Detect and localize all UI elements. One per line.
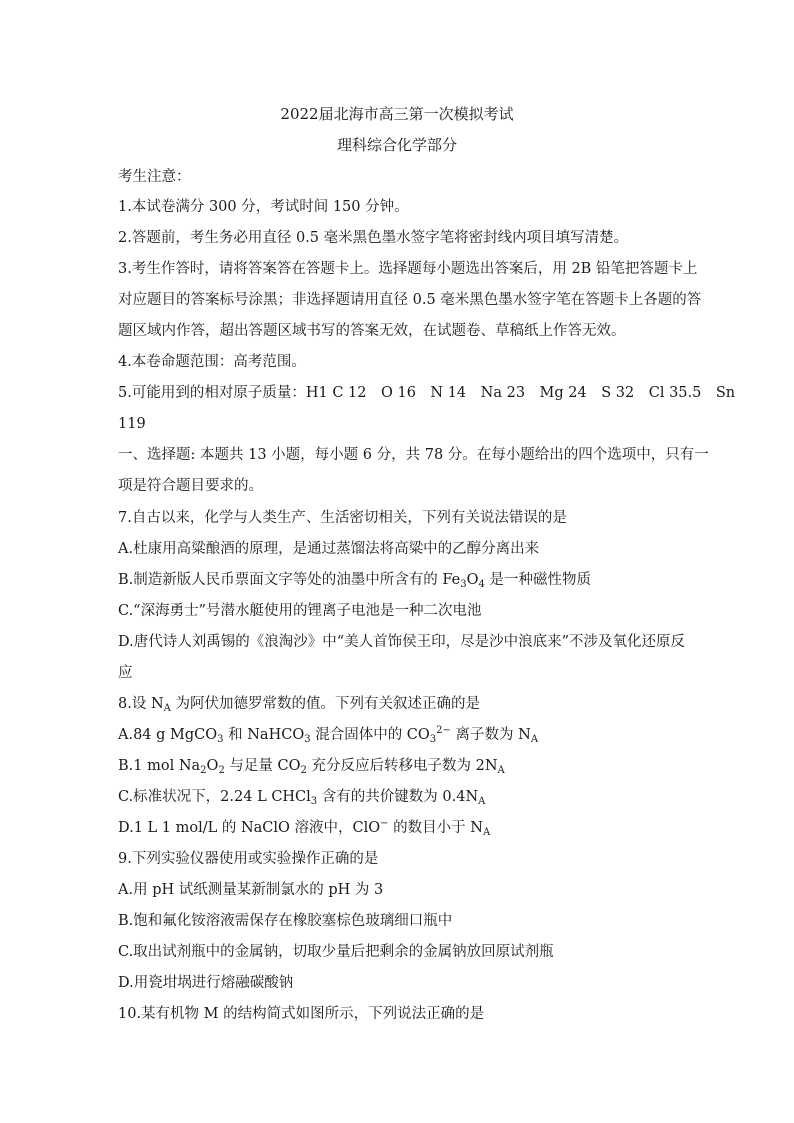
question-8-option-c: C.标准状况下，2.24 L CHCl$_3$ 含有的共价键数为 $0.4N_A$ [118,789,486,807]
question-7-option-d-line-2: 应 [118,665,133,681]
exam-subtitle: 理科综合化学部分 [336,136,457,154]
question-8-option-a: A.84 g MgCO$_3$ 和 NaHCO$_3$ 混合固体中的 $CO_3^{2-}$ 离子数为 $N_A$ [118,725,539,745]
question-9-stem: 9.下列实验仪器使用或实验操作正确的是 [118,851,379,867]
question-7-option-b: B.制造新版人民币票面文字等处的油墨中所含有的 $Fe_3O_4$ 是一种磁性物质 [118,572,591,590]
question-9-option-a: A.用 pH 试纸测量某新制氯水的 pH 为 3 [118,882,384,898]
question-9-option-d: D.用瓷坩埚进行熔融碳酸钠 [118,975,294,991]
notice-item-5-line-2: 119 [118,416,146,432]
question-8-option-d: D.1 L 1 mol/L 的 NaClO 溶液中，ClO− 的数目小于 $N_A$ [118,818,491,838]
question-7-option-d-line-1: D.唐代诗人刘禹锡的《浪淘沙》中“美人首饰侯王印，尽是沙中浪底来”不涉及氧化还原反 [118,634,686,650]
notice-item-3-line-2: 对应题目的答案标号涂黑；非选择题请用直径 0.5 毫米黑色墨水签字笔在答题卡上各题的答 [118,292,702,308]
section-1-intro-line-2: 项是符合题目要求的。 [118,478,263,494]
question-8-option-b: B.1 mol $Na_2O_2$ 与足量 $CO_2$ 充分反应后转移电子数为 $2N_A$ [118,758,505,776]
question-7-stem: 7.自古以来，化学与人类生产、生活密切相关，下列有关说法错误的是 [118,510,567,526]
notice-item-3-line-1: 3.考生作答时，请将答案答在答题卡上。选择题每小题选出答案后，用 2B 铅笔把答题卡上 [118,261,698,277]
notice-item-3-line-3: 题区域内作答，超出答题区域书写的答案无效，在试题卷、草稿纸上作答无效。 [118,323,626,339]
question-7-option-a: A.杜康用高粱酿酒的原理，是通过蒸馏法将高粱中的乙醇分离出来 [118,541,540,557]
section-1-intro-line-1: 一、选择题: 本题共 13 小题，每小题 6 分，共 78 分。在每小题给出的四个选项中，只有一 [118,447,709,463]
exam-title: 2022届北海市高三第一次模拟考试 [280,105,514,123]
notice-item-2: 2.答题前，考生务必用直径 0.5 毫米黑色墨水签字笔将密封线内项目填写清楚。 [118,230,629,246]
question-7-option-c: C.“深海勇士”号潜水艇使用的锂离子电池是一种二次电池 [118,603,482,619]
notice-item-1: 1.本试卷满分 300 分，考试时间 150 分钟。 [118,199,409,215]
question-10-stem: 10.某有机物 M 的结构简式如图所示，下列说法正确的是 [118,1006,485,1022]
notice-item-4: 4.本卷命题范围：高考范围。 [118,354,306,370]
question-8-stem: 8.设 $N_A$ 为阿伏加德罗常数的值。下列有关叙述正确的是 [118,696,480,714]
question-9-option-c: C.取出试剂瓶中的金属钠，切取少量后把剩余的金属钠放回原试剂瓶 [118,944,554,960]
notice-heading: 考生注意： [118,169,191,185]
notice-item-5-line-1: 5.可能用到的相对原子质量：H1 C 12 O 16 N 14 Na 23 Mg 24 S 32 Cl 35.5 Sn [118,385,736,401]
question-9-option-b: B.饱和氟化铵溶液需保存在橡胶塞棕色玻璃细口瓶中 [118,913,453,929]
